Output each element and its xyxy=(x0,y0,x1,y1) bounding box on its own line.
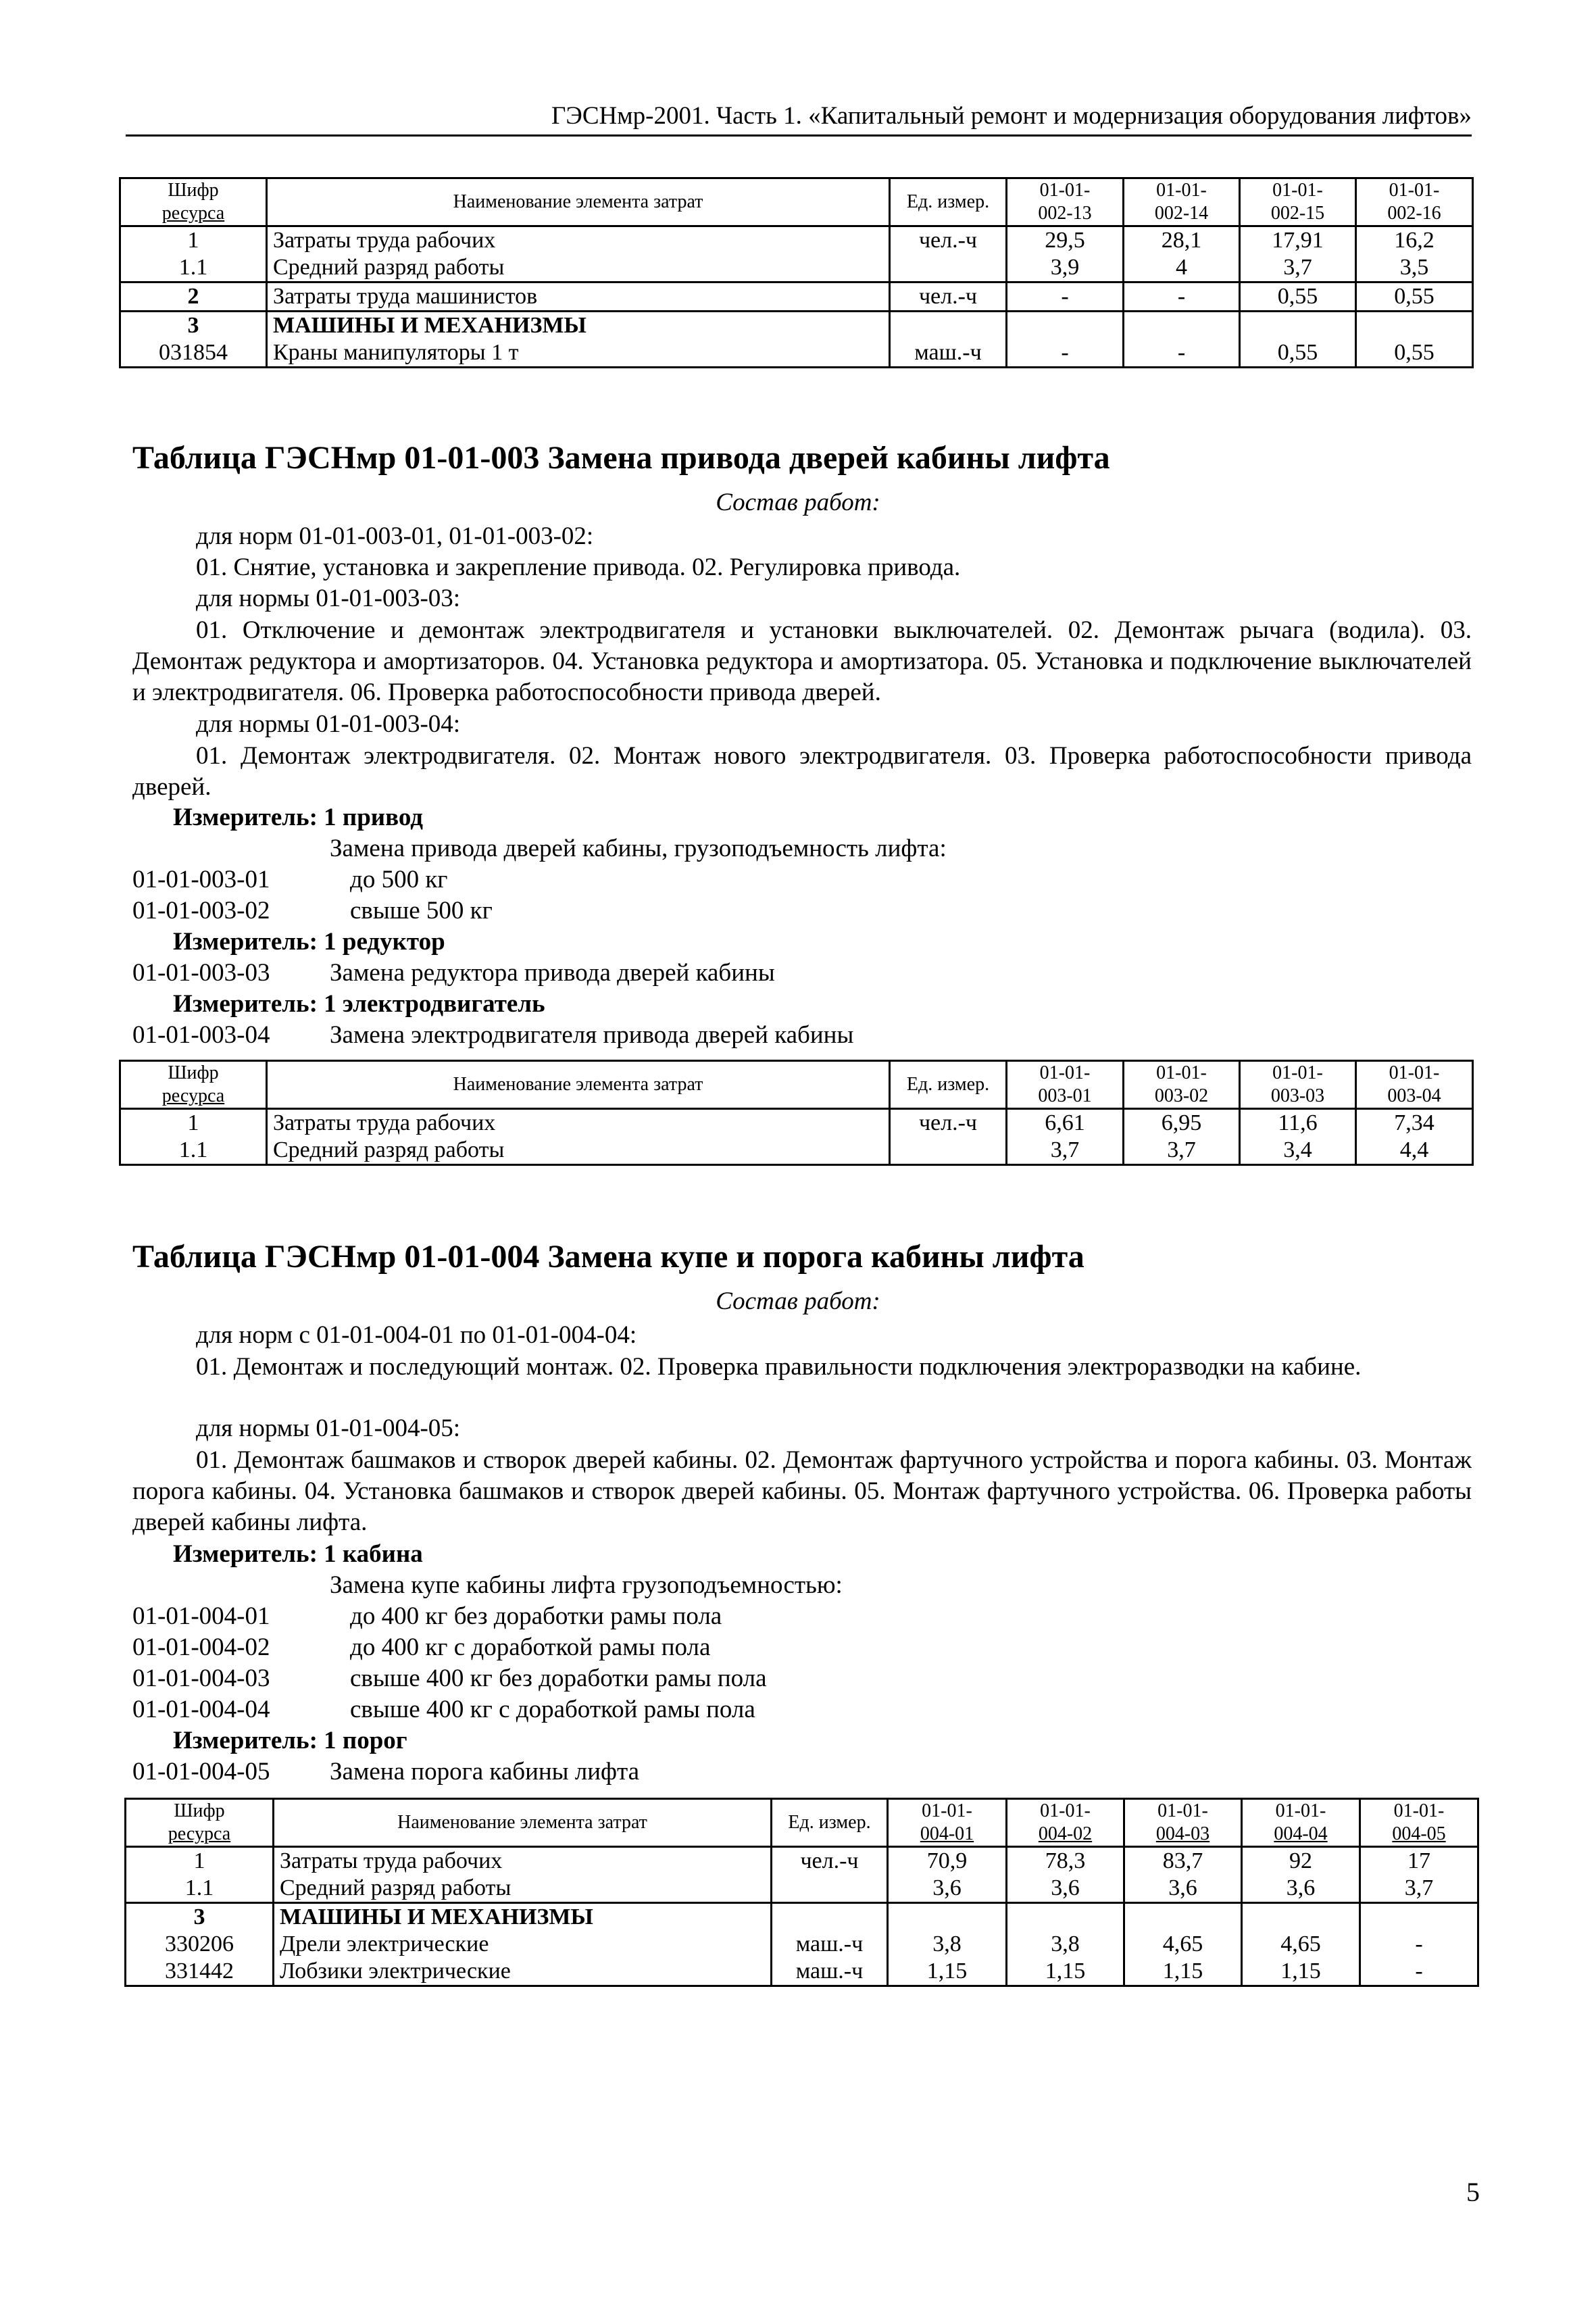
col-norm-header: 01-01- 003-01 xyxy=(1007,1061,1124,1109)
table-row: 1.1 Средний разряд работы 3,7 3,7 3,4 4,4 xyxy=(120,1137,1473,1165)
composition-label: Состав работ: xyxy=(716,489,880,516)
paragraph: 01. Демонтаж электродвигателя. 02. Монтаж нового электродвигателя. 03. Проверка работоспособности привода дверей. xyxy=(132,742,1472,801)
norm-group-desc: Замена купе кабины лифта грузоподъемностью: xyxy=(330,1571,843,1599)
col-norm-header: 01-01- 003-03 xyxy=(1240,1061,1356,1109)
resource-table-004 xyxy=(124,1798,1479,1987)
paragraph: 01. Отключение и демонтаж электродвигателя и установки выключателей. 02. Демонтаж рычага (водила). 03. Демонтаж редуктора и амортизаторов. 04. Установка редуктора и амортизатора. 05. Установка и подключение выключателей и электродвигателя. 06. Проверка работоспособности привода дверей. xyxy=(132,616,1472,706)
col-norm-header: 01-01- 004-04 xyxy=(1242,1799,1360,1847)
table-row: 330206 Дрели электрические маш.-ч 3,8 3,8 4,65 4,65 - xyxy=(126,1931,1478,1958)
norm-code: 01-01-004-02 xyxy=(132,1633,270,1661)
table-row: 331442 Лобзики электрические маш.-ч 1,15 1,15 1,15 1,15 - xyxy=(126,1958,1478,1986)
measure-label: Измеритель: 1 электродвигатель xyxy=(173,990,545,1018)
section-title-004: Таблица ГЭСНмр 01-01-004 Замена купе и порога кабины лифта xyxy=(132,1239,1084,1275)
norm-group-desc: Замена привода дверей кабины, грузоподъемность лифта: xyxy=(330,835,947,862)
col-norm-header: 01-01- 004-01 xyxy=(888,1799,1007,1847)
col-code-header: Шифр ресурса xyxy=(120,1061,267,1109)
col-code-header: Шифр ресурса xyxy=(126,1799,274,1847)
col-norm-header: 01-01- 004-05 xyxy=(1360,1799,1478,1847)
norm-desc: Замена электродвигателя привода дверей кабины xyxy=(330,1021,854,1049)
norm-code: 01-01-003-01 xyxy=(132,866,270,893)
table-row: 2 Затраты труда машинистов чел.-ч - - 0,55 0,55 xyxy=(120,282,1473,312)
norm-desc: свыше 500 кг xyxy=(350,897,493,925)
paragraph: для нормы 01-01-003-03: xyxy=(196,585,461,612)
norm-code: 01-01-004-01 xyxy=(132,1602,270,1630)
paragraph: для норм с 01-01-004-01 по 01-01-004-04: xyxy=(196,1321,637,1349)
norm-code: 01-01-004-03 xyxy=(132,1665,270,1692)
norm-desc: до 400 кг с доработкой рамы пола xyxy=(350,1633,711,1661)
norm-code: 01-01-003-03 xyxy=(132,959,270,987)
page-header: ГЭСНмр-2001. Часть 1. «Капитальный ремонт и модернизация оборудования лифтов» xyxy=(126,101,1472,137)
norm-code: 01-01-003-02 xyxy=(132,897,270,925)
col-unit-header: Ед. измер. xyxy=(772,1799,888,1847)
paragraph: для норм 01-01-003-01, 01-01-003-02: xyxy=(196,522,594,550)
norm-desc: до 500 кг xyxy=(350,866,448,893)
norm-code: 01-01-004-05 xyxy=(132,1758,270,1786)
table-row: 1 Затраты труда рабочих чел.-ч 29,5 28,1 17,91 16,2 xyxy=(120,226,1473,255)
measure-label: Измеритель: 1 кабина xyxy=(173,1540,423,1568)
col-norm-header: 01-01- 002-14 xyxy=(1124,178,1240,226)
measure-label: Измеритель: 1 редуктор xyxy=(173,928,445,956)
col-code-header: Шифр ресурса xyxy=(120,178,267,226)
table-row: 1 Затраты труда рабочих чел.-ч 6,61 6,95 11,6 7,34 xyxy=(120,1109,1473,1137)
table-row: 3 МАШИНЫ И МЕХАНИЗМЫ xyxy=(126,1903,1478,1931)
table-row: 1 Затраты труда рабочих чел.-ч 70,9 78,3 83,7 92 17 xyxy=(126,1847,1478,1875)
table-row: 1.1 Средний разряд работы 3,6 3,6 3,6 3,6 3,7 xyxy=(126,1875,1478,1903)
resource-table-003 xyxy=(119,1060,1474,1166)
measure-label: Измеритель: 1 привод xyxy=(173,804,423,831)
norm-desc: свыше 400 кг с доработкой рамы пола xyxy=(350,1696,755,1723)
norm-desc: свыше 400 кг без доработки рамы пола xyxy=(350,1665,767,1692)
section-title-003: Таблица ГЭСНмр 01-01-003 Замена привода дверей кабины лифта xyxy=(132,440,1110,476)
paragraph: для нормы 01-01-004-05: xyxy=(196,1414,461,1442)
norm-desc: Замена порога кабины лифта xyxy=(330,1758,640,1786)
composition-label: Состав работ: xyxy=(716,1287,880,1315)
table-row: 3 МАШИНЫ И МЕХАНИЗМЫ xyxy=(120,312,1473,340)
col-name-header: Наименование элемента затрат xyxy=(274,1799,772,1847)
table-row: 1.1 Средний разряд работы 3,9 4 3,7 3,5 xyxy=(120,254,1473,282)
col-unit-header: Ед. измер. xyxy=(890,1061,1007,1109)
paragraph: 01. Снятие, установка и закрепление привода. 02. Регулировка привода. xyxy=(196,553,961,581)
norm-code: 01-01-004-04 xyxy=(132,1696,270,1723)
col-norm-header: 01-01- 002-15 xyxy=(1240,178,1356,226)
resource-table-002 xyxy=(119,177,1474,368)
col-norm-header: 01-01- 003-04 xyxy=(1356,1061,1473,1109)
col-norm-header: 01-01- 003-02 xyxy=(1124,1061,1240,1109)
paragraph: для нормы 01-01-003-04: xyxy=(196,710,461,738)
col-norm-header: 01-01- 002-16 xyxy=(1356,178,1473,226)
measure-label: Измеритель: 1 порог xyxy=(173,1727,407,1754)
paragraph: 01. Демонтаж и последующий монтаж. 02. Проверка правильности подключения электроразводки на кабине. xyxy=(196,1353,1362,1381)
paragraph: 01. Демонтаж башмаков и створок дверей кабины. 02. Демонтаж фартучного устройства и порога кабины. 03. Монтаж порога кабины. 04. Установка башмаков и створок дверей кабины. 05. Монтаж фартучного устройства. 06. Проверка работы дверей кабины лифта. xyxy=(132,1446,1472,1536)
col-name-header: Наименование элемента затрат xyxy=(267,1061,890,1109)
col-norm-header: 01-01- 002-13 xyxy=(1007,178,1124,226)
norm-code: 01-01-003-04 xyxy=(132,1021,270,1049)
page-number: 5 xyxy=(1466,2177,1480,2207)
norm-desc: Замена редуктора привода дверей кабины xyxy=(330,959,775,987)
col-norm-header: 01-01- 004-03 xyxy=(1124,1799,1242,1847)
table-row: 031854 Краны манипуляторы 1 т маш.-ч - - 0,55 0,55 xyxy=(120,339,1473,368)
col-norm-header: 01-01- 004-02 xyxy=(1007,1799,1124,1847)
norm-desc: до 400 кг без доработки рамы пола xyxy=(350,1602,722,1630)
col-name-header: Наименование элемента затрат xyxy=(267,178,890,226)
col-unit-header: Ед. измер. xyxy=(890,178,1007,226)
